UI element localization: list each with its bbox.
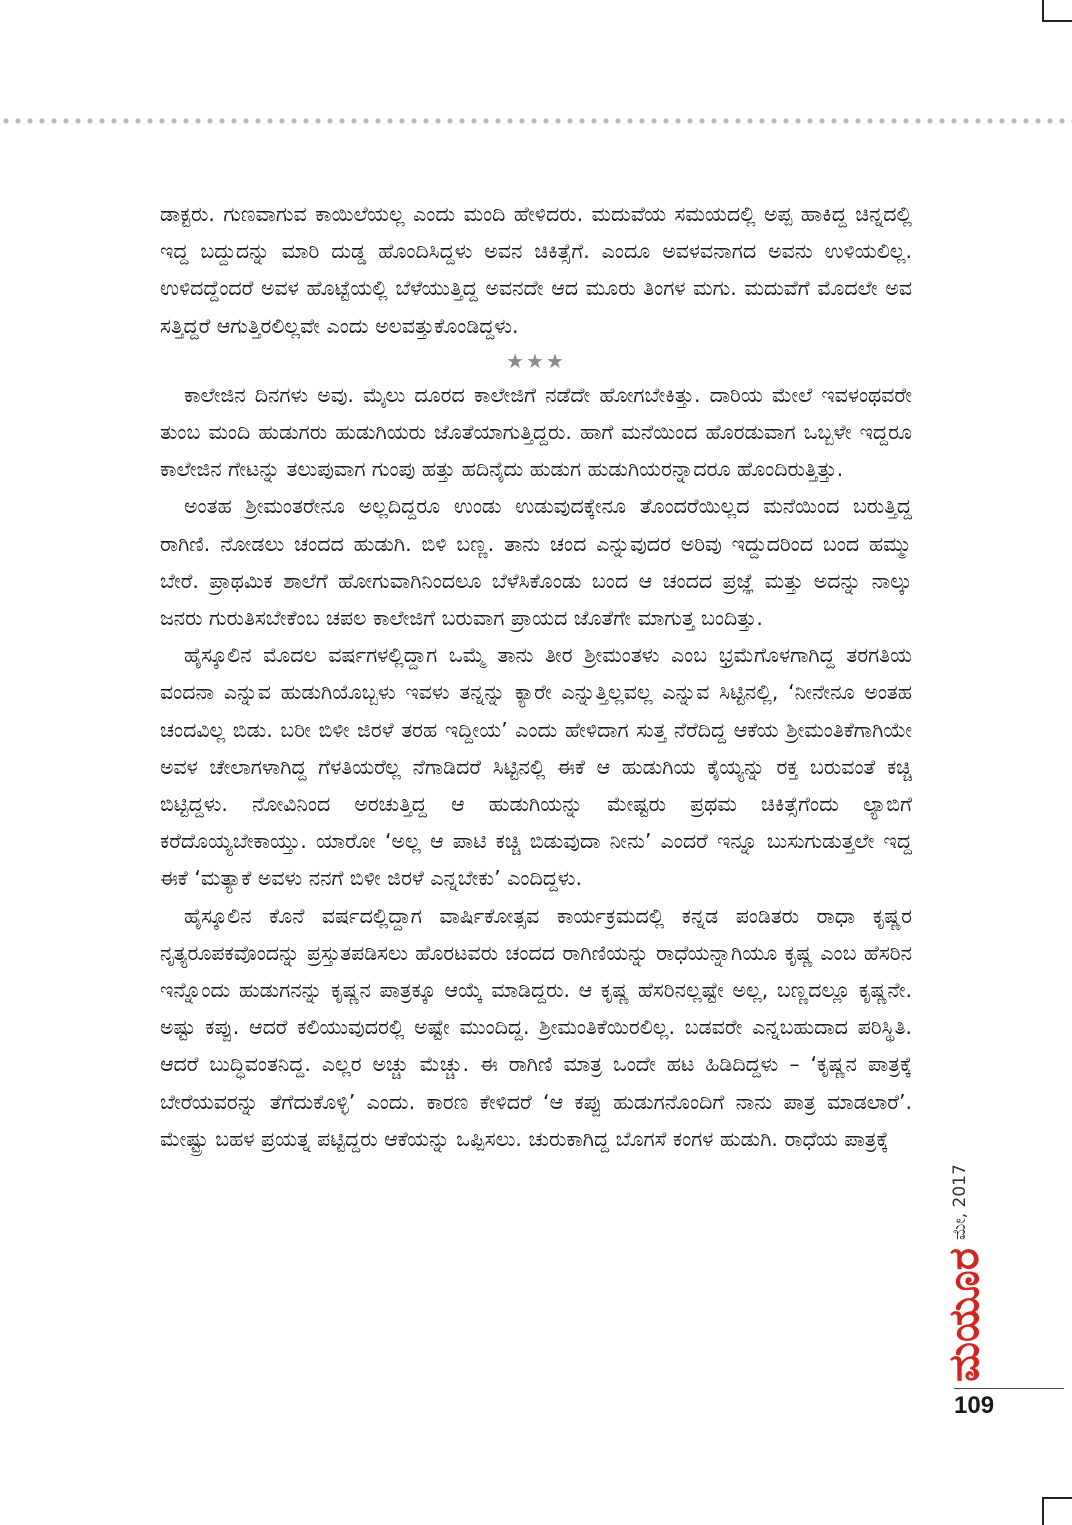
dotted-header-rule [0,117,1072,125]
page-number-rule [954,1388,1064,1389]
crop-mark-top-right-h [1042,20,1072,22]
paragraph: ಹೈಸ್ಕೂಲಿನ ಕೊನೆ ವರ್ಷದಲ್ಲಿದ್ದಾಗ ವಾರ್ಷಿಕೋತ್ಸವ ಕಾರ್ಯಕ್ರಮದಲ್ಲಿ ಕನ್ನಡ ಪಂಡಿತರು ರಾಧಾ ಕೃಷ್ಣರ ನೃತ್ಯರೂಪಕವೊಂದನ್ನು ಪ್ರಸ್ತುತಪಡಿಸಲು ಹೊರಟವರು ಚಂದದ ರಾಗಿಣಿಯನ್ನು ರಾಧೆಯನ್ನಾಗಿಯೂ ಕೃಷ್ಣ ಎಂಬ ಹೆಸರಿನ ಇನ್ನೊಂದು ಹುಡುಗನನ್ನು ಕೃಷ್ಣನ ಪಾತ್ರಕ್ಕೂ ಆಯ್ಕೆ ಮಾಡಿದ್ದರು. ಆ ಕೃಷ್ಣ ಹೆಸರಿನಲ್ಲಷ್ಟೇ ಅಲ್ಲ, ಬಣ್ಣದಲ್ಲೂ ಕೃಷ್ಣನೇ. ಅಷ್ಟು ಕಪ್ಪು. ಆದರೆ ಕಲಿಯುವುದರಲ್ಲಿ ಅಷ್ಟೇ ಮುಂದಿದ್ದ. ಶ್ರೀಮಂತಿಕೆಯಿರಲಿಲ್ಲ. ಬಡವರೇ ಎನ್ನಬಹುದಾದ ಪರಿಸ್ಥಿತಿ. ಆದರೆ ಬುದ್ಧಿವಂತನಿದ್ದ. ಎಲ್ಲರ ಅಚ್ಚು ಮೆಚ್ಚು. ಈ ರಾಗಿಣಿ ಮಾತ್ರ ಒಂದೇ ಹಟ ಹಿಡಿದಿದ್ದಳು – ‘ಕೃಷ್ಣನ ಪಾತ್ರಕ್ಕೆ ಬೇರೆಯವರನ್ನು ತೆಗೆದುಕೊಳ್ಳಿ’ ಎಂದು. ಕಾರಣ ಕೇಳಿದರೆ ‘ಆ ಕಪ್ಪು ಹುಡುಗನೊಂದಿಗೆ ನಾನು ಪಾತ್ರ ಮಾಡಲಾರೆ’. ಮೇಷ್ಟ್ರು ಬಹಳ ಪ್ರಯತ್ನ ಪಟ್ಟಿದ್ದರು ಆಕೆಯನ್ನು ಒಪ್ಪಿಸಲು. ಚುರುಕಾಗಿದ್ದ ಬೊಗಸೆ ಕಂಗಳ ಹುಡುಗಿ. ರಾಧೆಯ ಪಾತ್ರಕ್ಕೆ [160,903,912,1151]
crop-mark-bottom-right [1042,1497,1044,1525]
paragraph: ಡಾಕ್ಟರು. ಗುಣವಾಗುವ ಕಾಯಿಲೆಯಲ್ಲ ಎಂದು ಮಂದಿ ಹೇಳಿದರು. ಮದುವೆಯ ಸಮಯದಲ್ಲಿ ಅಪ್ಪ ಹಾಕಿದ್ದ ಚಿನ್ನದಲ್ಲಿ ಇದ್ದ ಬದ್ದುದನ್ನು ಮಾರಿ ದುಡ್ಡ ಹೊಂದಿಸಿದ್ದಳು ಅವನ ಚಿಕಿತ್ಸೆಗೆ. ಎಂದೂ ಅವಳವನಾಗದ ಅವನು ಉಳಿಯಲಿಲ್ಲ. ಉಳಿದದ್ದೆಂದರೆ ಅವಳ ಹೊಟ್ಟೆಯಲ್ಲಿ ಬೆಳೆಯುತ್ತಿದ್ದ ಅವನದೇ ಆದ ಮೂರು ತಿಂಗಳ ಮಗು. ಮದುವೆಗೆ ಮೊದಲೇ ಅವ ಸತ್ತಿದ್ದರೆ ಆಗುತ್ತಿರಲಿಲ್ಲವೇ ಎಂದು ಅಲವತ್ತುಕೊಂಡಿದ್ದಳು. [160,202,912,338]
page-number: 109 [954,1392,995,1419]
section-separator: ★★★ [506,348,566,373]
crop-mark-bottom-right-h [1042,1497,1072,1499]
crop-mark-top-right [1042,0,1044,22]
article-body [160,196,912,1158]
paragraph: ಹೈಸ್ಕೂಲಿನ ಮೊದಲ ವರ್ಷಗಳಲ್ಲಿದ್ದಾಗ ಒಮ್ಮೆ ತಾನು ತೀರ ಶ್ರೀಮಂತಳು ಎಂಬ ಭ್ರಮೆಗೊಳಗಾಗಿದ್ದ ತರಗತಿಯ ವಂದನಾ ಎನ್ನುವ ಹುಡುಗಿಯೊಬ್ಬಳು ಇವಳು ತನ್ನನ್ನು ಕ್ಯಾರೇ ಎನ್ನುತ್ತಿಲ್ಲವಲ್ಲ ಎನ್ನುವ ಸಿಟ್ಟಿನಲ್ಲಿ, ‘ನೀನೇನೂ ಅಂತಹ ಚಂದವಿಲ್ಲ ಬಿಡು. ಬರೀ ಬಿಳೀ ಜಿರಳೆ ತರಹ ಇದ್ದೀಯ’ ಎಂದು ಹೇಳಿದಾಗ ಸುತ್ತ ನೆರೆದಿದ್ದ ಆಕೆಯ ಶ್ರೀಮಂತಿಕೆಗಾಗಿಯೇ ಅವಳ ಚೇಲಾಗಳಾಗಿದ್ದ ಗೆಳತಿಯರೆಲ್ಲ ನೆಗಾಡಿದರೆ ಸಿಟ್ಟಿನಲ್ಲಿ ಈಕೆ ಆ ಹುಡುಗಿಯ ಕೈಯ್ಯನ್ನು ರಕ್ತ ಬರುವಂತೆ ಕಚ್ಚಿ ಬಿಟ್ಟಿದ್ದಳು. ನೋವಿನಿಂದ ಅರಚುತ್ತಿದ್ದ ಆ ಹುಡುಗಿಯನ್ನು ಮೇಷ್ಟರು ಪ್ರಥಮ ಚಿಕಿತ್ಸೆಗೆಂದು ಲ್ಯಾಬಿಗೆ ಕರೆದೊಯ್ಯಬೇಕಾಯ್ತು. ಯಾರೋ ‘ಅಲ್ಲ ಆ ಪಾಟಿ ಕಚ್ಚಿ ಬಿಡುವುದಾ ನೀನು’ ಎಂದರೆ ಇನ್ನೂ ಬುಸುಗುಡುತ್ತಲೇ ಇದ್ದ ಈಕೆ ‘ಮತ್ಯಾಕೆ ಅವಳು ನನಗೆ ಬಿಳೀ ಜಿರಳೆ ಎನ್ನಬೇಕು’ ಎಂದಿದ್ದಳು. [160,643,912,891]
magazine-logo: ಮಯೂರ [939,1248,988,1382]
paragraph: ಕಾಲೇಜಿನ ದಿನಗಳು ಅವು. ಮೈಲು ದೂರದ ಕಾಲೇಜಿಗೆ ನಡೆದೇ ಹೋಗಬೇಕಿತ್ತು. ದಾರಿಯ ಮೇಲೆ ಇವಳಂಥವರೇ ತುಂಬ ಮಂದಿ ಹುಡುಗರು ಹುಡುಗಿಯರು ಜೊತೆಯಾಗುತ್ತಿದ್ದರು. ಹಾಗೆ ಮನೆಯಿಂದ ಹೊರಡುವಾಗ ಒಬ್ಬಳೇ ಇದ್ದರೂ ಕಾಲೇಜಿನ ಗೇಟನ್ನು ತಲುಪುವಾಗ ಗುಂಪು ಹತ್ತು ಹದಿನೈದು ಹುಡುಗ ಹುಡುಗಿಯರನ್ನಾದರೂ ಹೊಂದಿರುತ್ತಿತ್ತು. [160,382,912,482]
issue-date: ಮೇ, 2017 [950,1164,970,1240]
paragraph: ಅಂತಹ ಶ್ರೀಮಂತರೇನೂ ಅಲ್ಲದಿದ್ದರೂ ಉಂಡು ಉಡುವುದಕ್ಕೇನೂ ತೊಂದರೆಯಿಲ್ಲದ ಮನೆಯಿಂದ ಬರುತ್ತಿದ್ದ ರಾಗಿಣಿ. ನೋಡಲು ಚಂದದ ಹುಡುಗಿ. ಬಿಳಿ ಬಣ್ಣ. ತಾನು ಚಂದ ಎನ್ನುವುದರ ಅರಿವು ಇದ್ದುದರಿಂದ ಬಂದ ಹಮ್ಮು ಬೇರೆ. ಪ್ರಾಥಮಿಕ ಶಾಲೆಗೆ ಹೋಗುವಾಗಿನಿಂದಲೂ ಬೆಳೆಸಿಕೊಂಡು ಬಂದ ಆ ಚಂದದ ಪ್ರಜ್ಞೆ ಮತ್ತು ಅದನ್ನು ನಾಲ್ಕು ಜನರು ಗುರುತಿಸಬೇಕೆಂಬ ಚಪಲ ಕಾಲೇಜಿಗೆ ಬರುವಾಗ ಪ್ರಾಯದ ಜೊತೆಗೇ ಮಾಗುತ್ತ ಬಂದಿತ್ತು. [160,494,912,631]
